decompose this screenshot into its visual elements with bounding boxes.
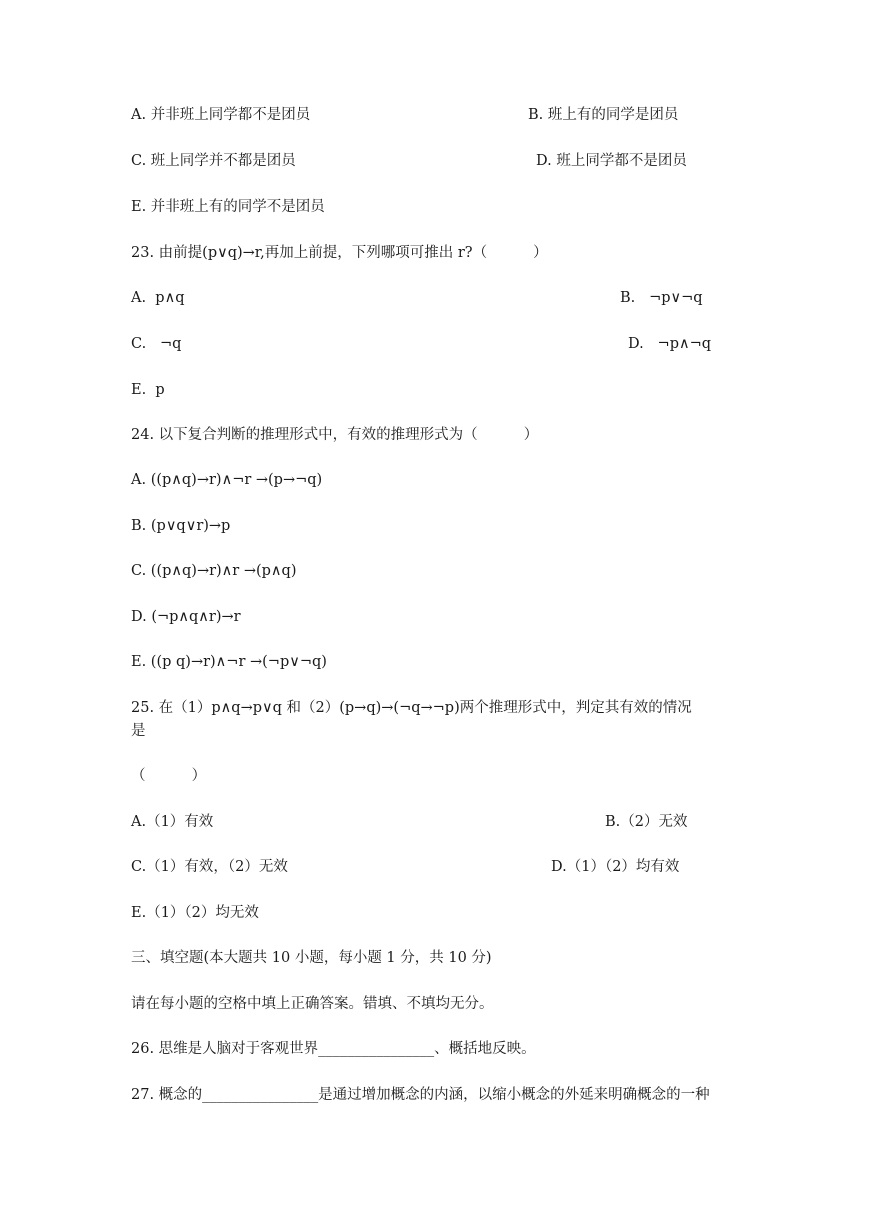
option-23-e: E. p — [131, 382, 165, 398]
option-24-a: A. ((p∧q)→r)∧¬r →(p→¬q) — [131, 472, 323, 488]
section-title: 三、填空题(本大题共 10 小题，每小题 1 分，共 10 分) — [131, 950, 492, 966]
option-24-b: B. (p∨q∨r)→p — [131, 518, 231, 534]
option-23-a: A. p∧q — [131, 290, 185, 306]
option-22-d: D. 班上同学都不是团员 — [536, 153, 687, 169]
question-27: 27. 概念的________________是通过增加概念的内涵，以缩小概念的外延来明确概念的一种 — [131, 1087, 710, 1103]
question-26: 26. 思维是人脑对于客观世界________________、概括地反映。 — [131, 1041, 536, 1057]
option-25-d: D.（1）（2）均有效 — [551, 859, 680, 875]
option-25-e: E.（1）（2）均无效 — [131, 905, 259, 921]
question-25-stem-line1: 25. 在（1）p∧q→p∨q 和（2）(p→q)→(¬q→¬p)两个推理形式中，判定其有效的情况 — [131, 700, 692, 716]
option-22-a: A. 并非班上同学都不是团员 — [131, 107, 311, 123]
option-24-e: E. ((p q)→r)∧¬r →(¬p∨¬q) — [131, 654, 327, 670]
option-23-c: C. ¬q — [131, 336, 182, 352]
section-instruction: 请在每小题的空格中填上正确答案。错填、不填均无分。 — [131, 996, 494, 1012]
option-22-b: B. 班上有的同学是团员 — [528, 107, 679, 123]
question-25-answer-blank: （ ） — [131, 768, 207, 784]
option-25-b: B.（2）无效 — [605, 814, 688, 830]
option-24-c: C. ((p∧q)→r)∧r →(p∧q) — [131, 563, 297, 579]
question-25-stem-line2: 是 — [131, 723, 146, 739]
question-23-stem: 23. 由前提(p∨q)→r,再加上前提，下列哪项可推出 r?（ ） — [131, 245, 548, 261]
option-22-e: E. 并非班上有的同学不是团员 — [131, 199, 325, 215]
option-22-c: C. 班上同学并不都是团员 — [131, 153, 296, 169]
question-24-stem: 24. 以下复合判断的推理形式中，有效的推理形式为（ ） — [131, 427, 539, 443]
option-23-d: D. ¬p∧¬q — [628, 336, 712, 352]
option-25-c: C.（1）有效，（2）无效 — [131, 859, 288, 875]
option-23-b: B. ¬p∨¬q — [620, 290, 703, 306]
option-25-a: A.（1）有效 — [131, 814, 214, 830]
option-24-d: D. (¬p∧q∧r)→r — [131, 609, 241, 625]
